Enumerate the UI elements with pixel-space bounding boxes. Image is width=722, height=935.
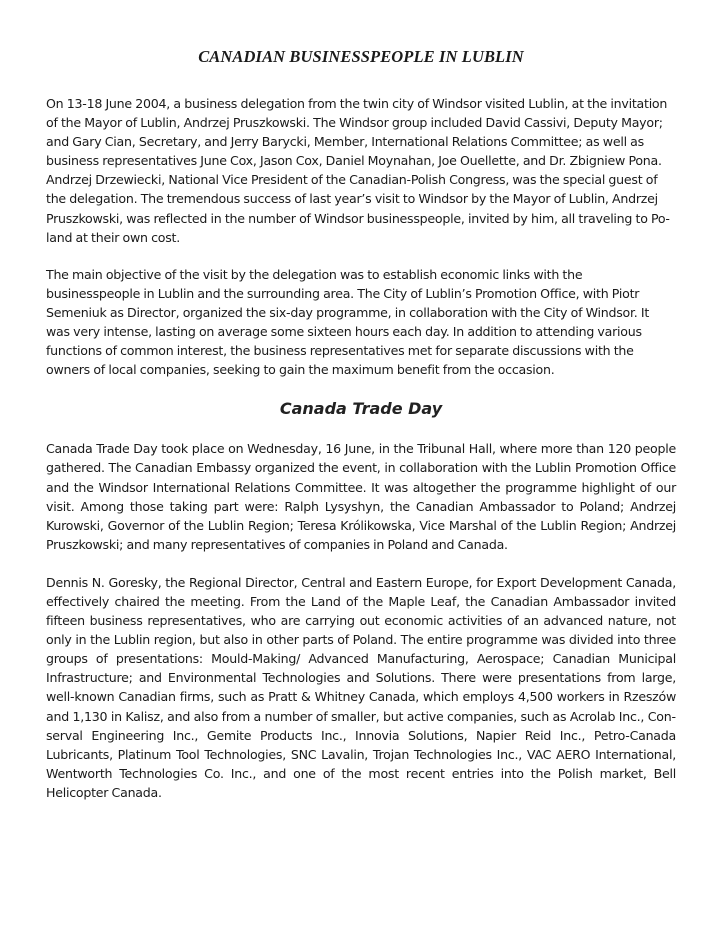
section-heading: Canada Trade Day <box>279 399 443 419</box>
document-page <box>46 40 676 802</box>
document-title: CANADIAN BUSINESSPEOPLE IN LUBLIN <box>198 47 524 66</box>
presentations-paragraph: Dennis N. Goresky, the Regional Director, Central and Eastern Europe, for Export Development Canada, effectively chaired the meeting. From the Land of the Maple Leaf, the Canadian Ambassador invited fifteen business representatives, who are carrying out economic activities of an advanced nature, not only in the Lublin region, but also in other parts of Poland. The entire programme was divided into three groups of presentations: Mould-Making/ Advanced Manufacturing, Aerospace; Canadian Municipal Infrastructure; and Environmental Technologies and Solutions. There were presentations from large, well-known Canadian firms, such as Pratt & Whitney Canada, which employs 4,500 workers in Rzeszów and 1,130 in Kalisz, and also from a number of smaller, but active companies, such as Acrolab Inc., Conserval Engineering Inc., Gemite Products Inc., Innovia Solutions, Napier Reid Inc., Petro-Canada Lubricants, Platinum Tool Technologies, SNC Lavalin, Trojan Technologies Inc., VAC AERO International, Wentworth Technologies Co. Inc., and one of the most recent entries into the Polish market, Bell Helicopter Canada. <box>46 574 676 800</box>
objective-paragraph: The main objective of the visit by the delegation was to establish economic links with the businesspeople in Lublin and the surrounding area. The City of Lublin’s Promotion Office, with Piotr Semeniuk as Director, organized the six-day programme, in collaboration with the City of Windsor. It was very intense, lasting on average some sixteen hours each day. In addition to attending various functions of common interest, the business representatives met for separate discussions with the owners of local companies, seeking to gain the maximum benefit from the occasion. <box>46 266 650 378</box>
intro-paragraph: On 13-18 June 2004, a business delegation from the twin city of Windsor visited Lublin, at the invitation of the Mayor of Lublin, Andrzej Pruszkowski. The Windsor group included David Cassivi, Deputy Mayor; and Gary Cian, Secretary, and Jerry Barycki, Member, International Relations Committee; as well as business representatives June Cox, Jason Cox, Daniel Moynahan, Joe Ouellette, and Dr. Zbigniew Pona. Andrzej Drzewiecki, National Vice President of the Canadian-Polish Congress, was the special guest of the delegation. The tremendous success of last year’s visit to Windsor by the Mayor of Lublin, Andrzej Pruszkowski, was reflected in the number of Windsor businesspeople, invited by him, all traveling to Poland at their own cost. <box>46 96 670 245</box>
trade-day-paragraph: Canada Trade Day took place on Wednesday, 16 June, in the Tribunal Hall, where more than 120 people gathered. The Canadian Embassy organized the event, in collaboration with the Lublin Promotion Office and the Windsor International Relations Committee. It was altogether the programme highlight of our visit. Among those taking part were: Ralph Lysyshyn, the Canadian Ambassador to Poland; Andrzej Kurowski, Governor of the Lublin Region; Teresa Królikowska, Vice Marshal of the Lublin Region; Andrzej Pruszkowski; and many representatives of companies in Poland and Canada. <box>46 441 676 552</box>
